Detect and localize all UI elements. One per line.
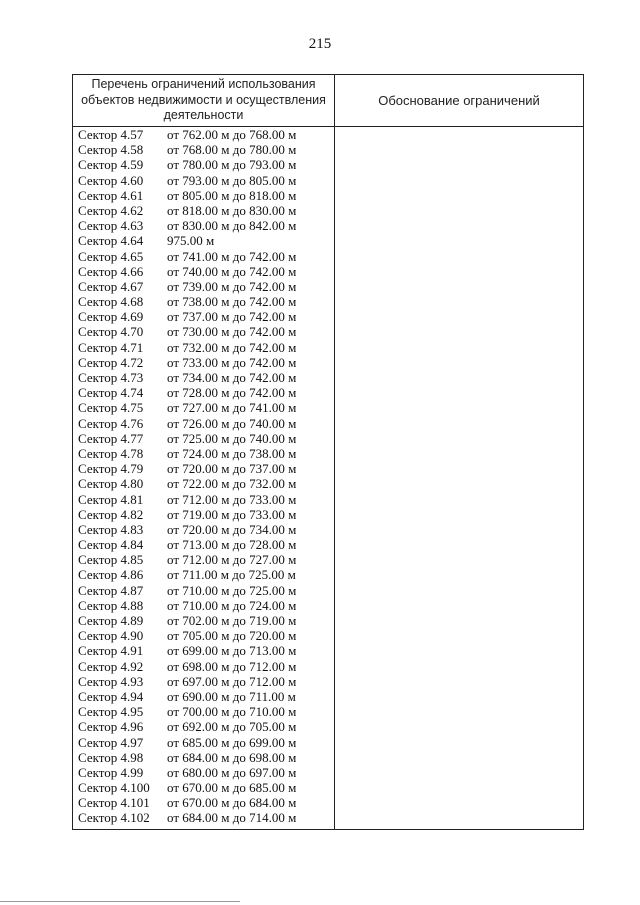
sector-label: Сектор 4.62 [78,202,144,218]
table-row [76,674,334,689]
sector-label: Сектор 4.95 [78,704,144,720]
height-range: от 713.00 м до 728.00 м [167,537,297,553]
height-range: от 699.00 м до 713.00 м [167,643,297,659]
sector-label: Сектор 4.86 [78,567,144,583]
sector-label: Сектор 4.102 [78,810,150,826]
sector-label: Сектор 4.83 [78,521,144,537]
sector-label: Сектор 4.70 [78,324,144,340]
height-range: от 732.00 м до 742.00 м [167,339,297,355]
sector-label: Сектор 4.96 [78,719,144,735]
height-range: от 733.00 м до 742.00 м [167,354,297,370]
table-row [76,157,334,172]
sector-label: Сектор 4.67 [78,278,144,294]
height-range: от 698.00 м до 712.00 м [167,658,297,674]
table-row [76,583,334,598]
table-row [76,704,334,719]
sector-label: Сектор 4.75 [78,400,144,416]
sector-label: Сектор 4.90 [78,628,144,644]
table-row [76,613,334,628]
height-range: от 793.00 м до 805.00 м [167,172,297,188]
sector-label: Сектор 4.59 [78,157,144,173]
sector-label: Сектор 4.80 [78,476,144,492]
sector-label: Сектор 4.92 [78,658,144,674]
table-row [76,340,334,355]
table-row [76,142,334,157]
height-range: от 734.00 м до 742.00 м [167,370,297,385]
table-row [76,735,334,750]
height-range: от 712.00 м до 727.00 м [167,552,297,568]
table-row [76,780,334,795]
sector-label: Сектор 4.101 [78,795,150,811]
height-range: от 724.00 м до 738.00 м [167,445,297,461]
table-row [76,218,334,233]
height-range: от 726.00 м до 740.00 м [167,415,297,431]
height-range: от 670.00 м до 684.00 м [167,795,297,811]
header-line: Перечень ограничений использования [91,77,316,91]
height-range: от 712.00 м до 733.00 м [167,491,297,507]
table-row [76,795,334,810]
table-row [76,689,334,704]
column-divider [334,75,335,829]
table-row [76,628,334,643]
table-row [76,294,334,309]
sector-label: Сектор 4.71 [78,339,144,355]
table-row [76,385,334,400]
height-range: от 684.00 м до 714.00 м [167,810,297,826]
sector-label: Сектор 4.58 [78,142,144,158]
footer-rule [0,901,240,902]
table-row [76,461,334,476]
sector-label: Сектор 4.76 [78,415,144,431]
height-range: от 697.00 м до 712.00 м [167,673,297,689]
height-range: от 830.00 м до 842.00 м [167,218,297,234]
table-row [76,249,334,264]
header-line: деятельности [163,108,244,122]
height-range: от 719.00 м до 733.00 м [167,506,297,522]
height-range: от 740.00 м до 742.00 м [167,263,297,279]
table-row [76,324,334,339]
table-row [76,552,334,567]
table-row [76,370,334,385]
table-row [76,446,334,461]
height-range: от 768.00 м до 780.00 м [167,142,297,158]
sector-label: Сектор 4.65 [78,248,144,264]
height-range: от 728.00 м до 742.00 м [167,385,297,401]
height-range: от 720.00 м до 737.00 м [167,461,297,477]
table-row [76,567,334,582]
sector-label: Сектор 4.88 [78,597,144,613]
sector-label: Сектор 4.81 [78,491,144,507]
sector-label: Сектор 4.61 [78,187,144,203]
table-row [76,507,334,522]
height-range: от 727.00 м до 741.00 м [167,400,297,416]
height-range: от 684.00 м до 698.00 м [167,749,297,765]
table-row [76,431,334,446]
sector-label: Сектор 4.91 [78,643,144,659]
table-row [76,400,334,415]
height-range: от 762.00 м до 768.00 м [167,127,297,142]
sector-label: Сектор 4.69 [78,309,144,325]
height-range: от 780.00 м до 793.00 м [167,157,297,173]
sector-label: Сектор 4.84 [78,537,144,553]
table-row [76,659,334,674]
table-row [76,598,334,613]
sector-label: Сектор 4.93 [78,673,144,689]
header-restrictions-list [73,75,334,126]
height-range: 975.00 м [167,233,215,249]
height-range: от 680.00 м до 697.00 м [167,764,297,780]
sector-label: Сектор 4.77 [78,430,144,446]
sector-label: Сектор 4.99 [78,764,144,780]
height-range: от 739.00 м до 742.00 м [167,278,297,294]
sector-label: Сектор 4.57 [78,127,144,142]
height-range: от 738.00 м до 742.00 м [167,294,297,310]
table-row [76,416,334,431]
sector-label: Сектор 4.87 [78,582,144,598]
table-row [76,643,334,658]
header-line: объектов недвижимости и осуществления [81,92,326,107]
height-range: от 670.00 м до 685.00 м [167,780,297,796]
height-range: от 692.00 м до 705.00 м [167,719,297,735]
height-range: от 700.00 м до 710.00 м [167,704,297,720]
height-range: от 725.00 м до 740.00 м [167,430,297,446]
table-row [76,810,334,825]
height-range: от 737.00 м до 742.00 м [167,309,297,325]
height-range: от 710.00 м до 725.00 м [167,582,297,598]
sector-label: Сектор 4.60 [78,172,144,188]
table-row [76,188,334,203]
table-row [76,309,334,324]
table-row [76,719,334,734]
height-range: от 705.00 м до 720.00 м [167,628,297,644]
height-range: от 722.00 м до 732.00 м [167,476,297,492]
table-row [76,492,334,507]
sector-label: Сектор 4.97 [78,734,144,750]
sector-label: Сектор 4.73 [78,370,144,385]
table-row [76,203,334,218]
table-row [76,127,334,142]
height-range: от 805.00 м до 818.00 м [167,187,297,203]
table-row [76,233,334,248]
sector-label: Сектор 4.98 [78,749,144,765]
sector-label: Сектор 4.64 [78,233,144,249]
table-body [76,127,334,826]
table-row [76,750,334,765]
height-range: от 710.00 м до 724.00 м [167,597,297,613]
height-range: от 702.00 м до 719.00 м [167,613,297,628]
page-number: 215 [308,36,332,52]
height-range: от 730.00 м до 742.00 м [167,324,297,340]
height-range: от 720.00 м до 734.00 м [167,521,297,537]
sector-label: Сектор 4.78 [78,445,144,461]
sector-label: Сектор 4.63 [78,218,144,234]
table-row [76,765,334,780]
sector-label: Сектор 4.85 [78,552,144,568]
table-row [76,264,334,279]
header-justification: Обоснование ограничений [378,93,540,108]
height-range: от 741.00 м до 742.00 м [167,248,297,264]
sector-label: Сектор 4.100 [78,780,150,796]
height-range: от 690.00 м до 711.00 м [167,688,296,704]
sector-label: Сектор 4.74 [78,385,144,401]
sector-label: Сектор 4.94 [78,688,144,704]
table-row [76,522,334,537]
sector-label: Сектор 4.66 [78,263,144,279]
table-row [76,537,334,552]
sector-label: Сектор 4.82 [78,506,144,522]
restrictions-table [72,74,584,830]
table-row [76,173,334,188]
height-range: от 818.00 м до 830.00 м [167,202,297,218]
height-range: от 711.00 м до 725.00 м [167,567,296,583]
table-row [76,476,334,491]
sector-label: Сектор 4.72 [78,354,144,370]
sector-label: Сектор 4.89 [78,613,144,628]
sector-label: Сектор 4.79 [78,461,144,477]
table-row [76,279,334,294]
height-range: от 685.00 м до 699.00 м [167,734,297,750]
table-row [76,355,334,370]
sector-label: Сектор 4.68 [78,294,144,310]
